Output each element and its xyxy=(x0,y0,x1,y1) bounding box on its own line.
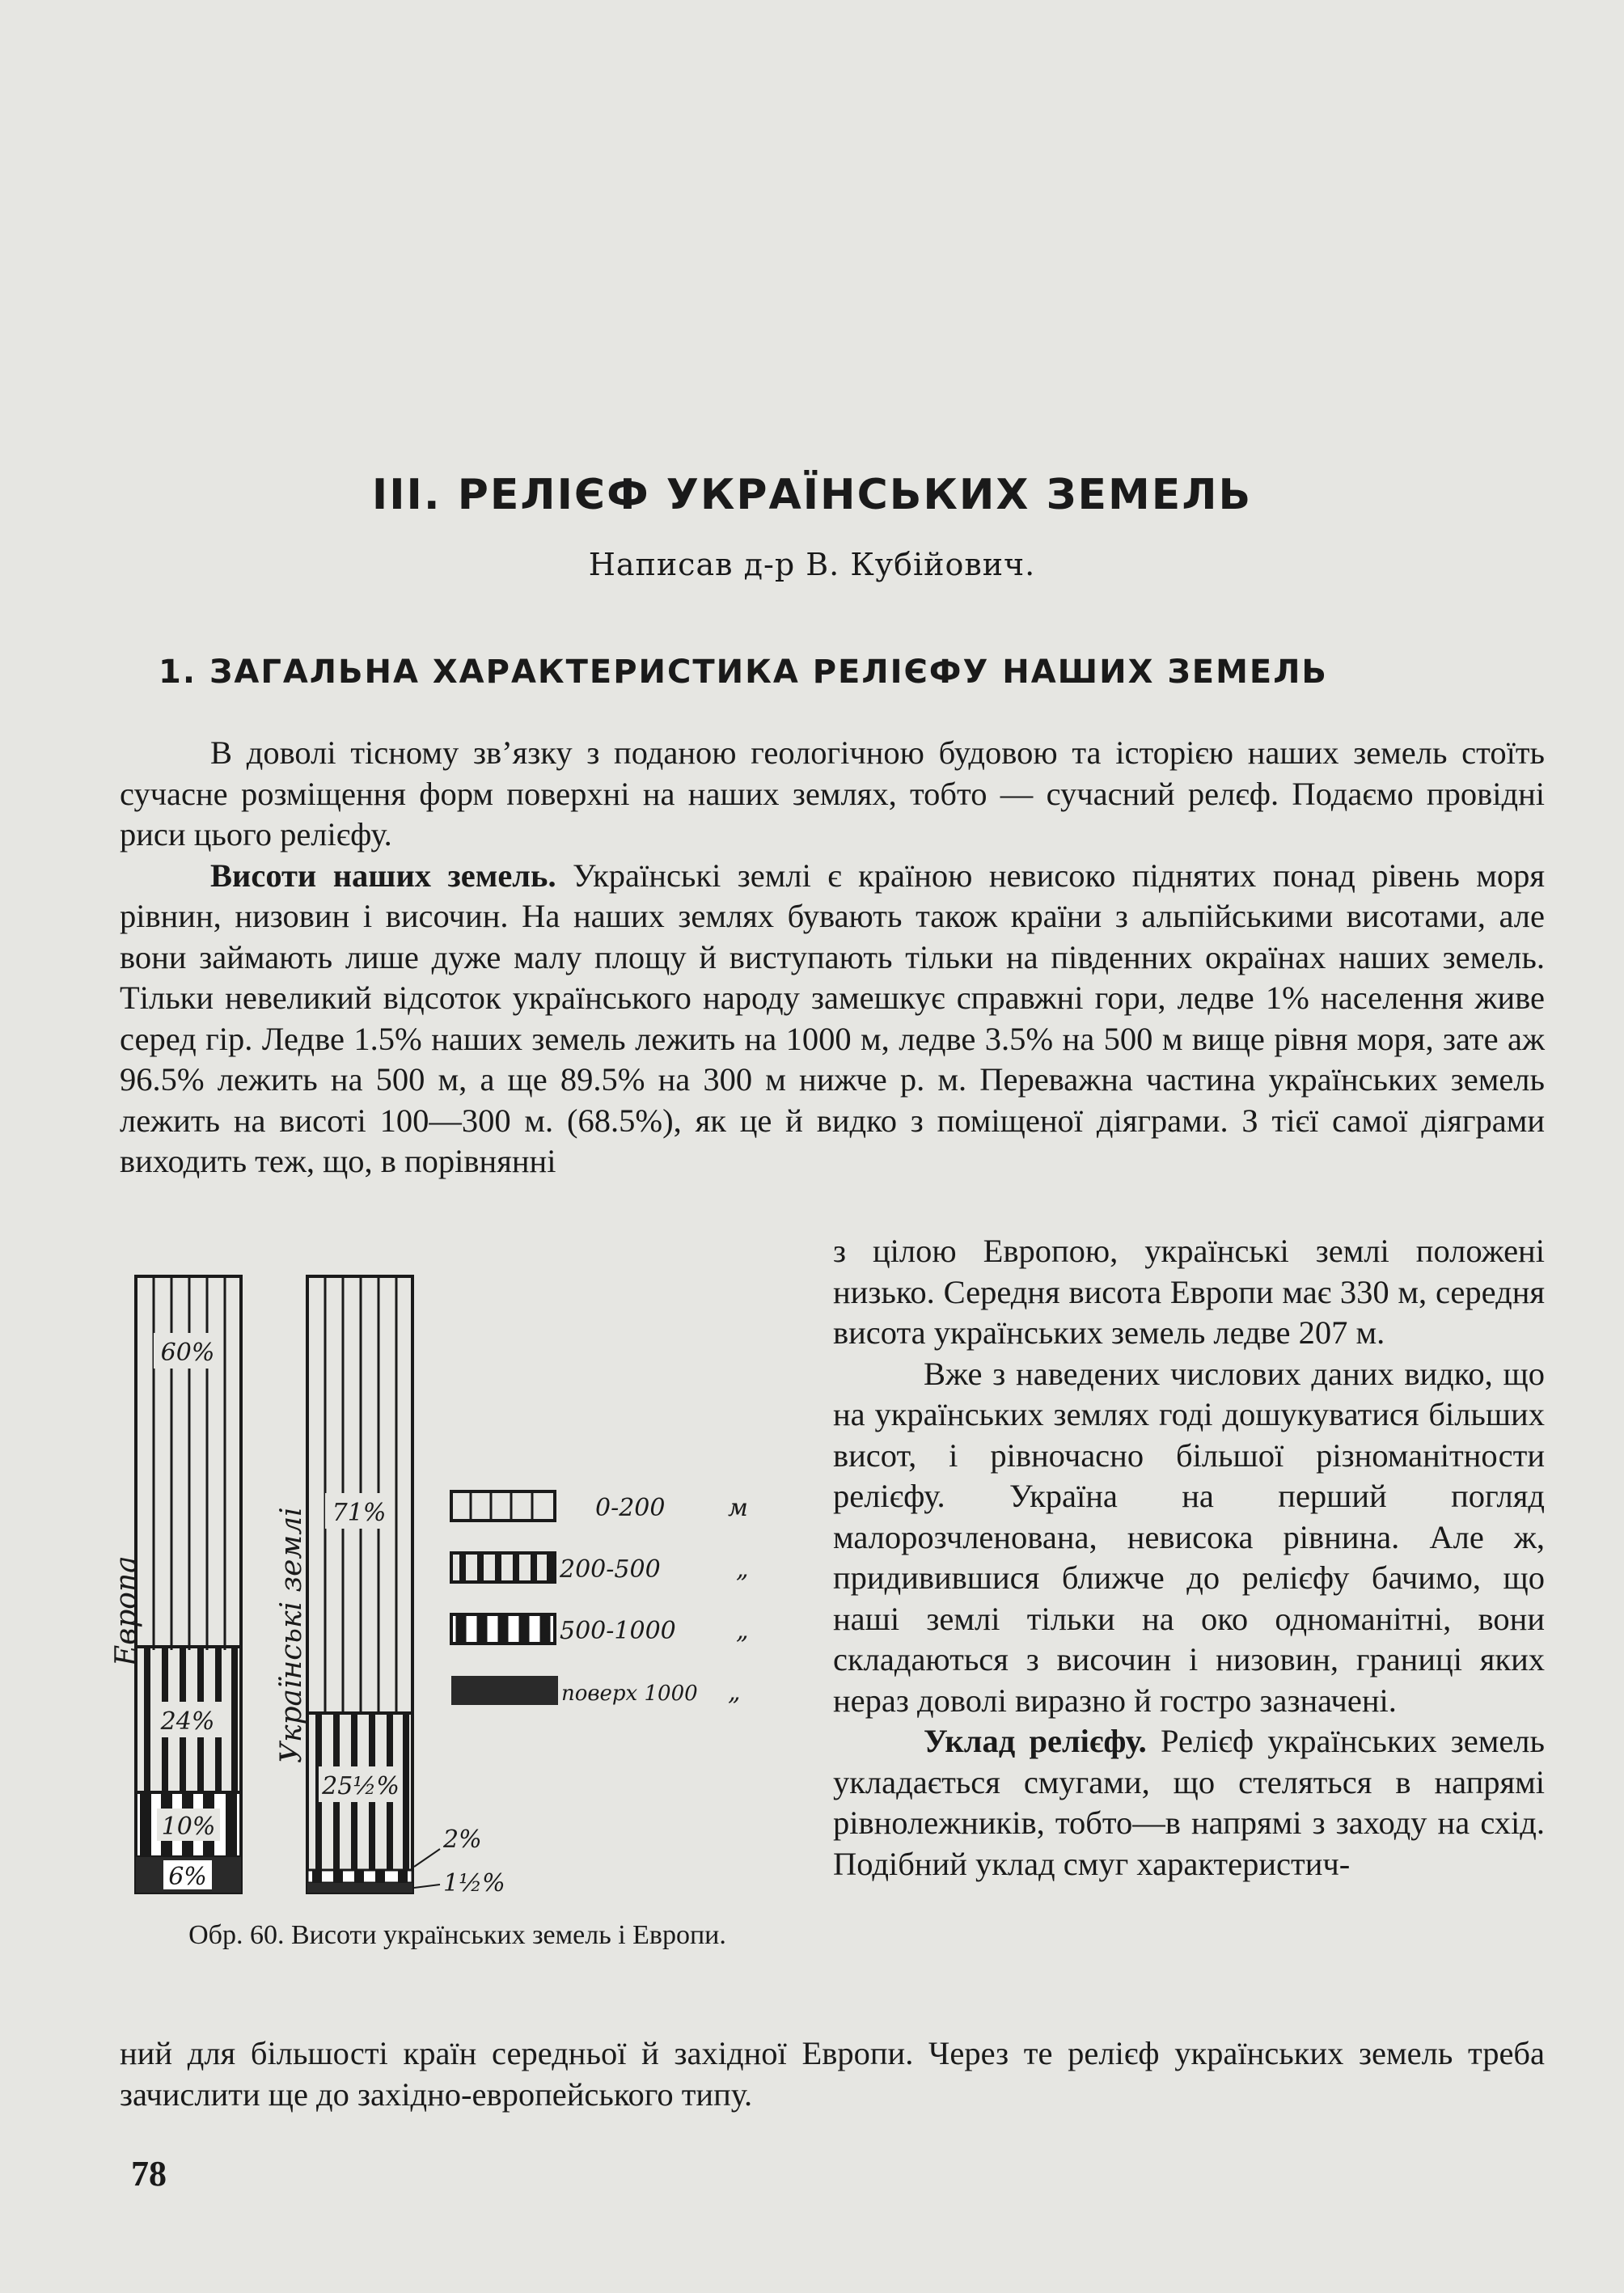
text-block-top xyxy=(120,733,1545,1182)
height-diagram-figure xyxy=(113,1262,825,1901)
paragraph-heights-heading: Висоти наших земель. xyxy=(210,857,556,894)
paragraph-heights-continued: з цілою Европою, українські землі положені низько. Середня висота Европи має 330 м, середня висота українських земель ледве 207 м. xyxy=(833,1233,1545,1351)
svg-text:0-200: 0-200 xyxy=(595,1494,666,1522)
svg-text:200-500: 200-500 xyxy=(560,1555,661,1584)
page-number: 78 xyxy=(131,2154,167,2194)
ukraine-pct-1-5: 1½% xyxy=(443,1869,505,1897)
europe-pct-10: 10% xyxy=(161,1813,216,1841)
paragraph-layout-heading: Уклад релієфу. xyxy=(924,1723,1147,1759)
paragraph-variety: Вже з наведених числових даних видко, що на українських землях годі дошукуватися більших висот, і рівночасно більшої різноманітности релієфу. Україна на перший погляд малорозчленована, невисока рівнина. Але ж, придивившися ближче до релієфу бачимо, що наші землі тільки на око одноманітні, вони складаються з височин і низовин, границі яких нераз доволі виразно й гостро зазначені. xyxy=(833,1355,1545,1719)
section-title: 1. ЗАГАЛЬНА ХАРАКТЕРИСТИКА РЕЛІЄФУ НАШИХ ЗЕМЕЛЬ xyxy=(159,654,1328,691)
svg-text:„: „ xyxy=(736,1617,749,1645)
ukraine-column-top-band xyxy=(307,1883,412,1893)
diagram-legend xyxy=(451,1491,749,1707)
figure-caption: Обр. 60. Висоти українських земель і Европи. xyxy=(188,1920,726,1950)
europe-pct-24: 24% xyxy=(160,1707,215,1736)
paragraph-layout-text: Релієф українських земель укладається смугами, що стеляться в напрямі рівнолежників, тобто—в напрямі з заходу на схід. Подібний уклад смуг характеристич- xyxy=(833,1723,1545,1882)
ukraine-column xyxy=(307,1276,505,1897)
europe-label: Европа xyxy=(113,1555,143,1666)
ukraine-label: Українські землі xyxy=(275,1507,308,1763)
legend-item-0-200 xyxy=(451,1491,748,1522)
svg-text:м: м xyxy=(728,1494,748,1522)
svg-text:„: „ xyxy=(728,1678,741,1707)
svg-text:„: „ xyxy=(736,1555,749,1584)
paragraph-heights-text: Українські землі є країною невисоко піднятих понад рівень моря рівнин, низовин і височин. На наших землях бувають також країни з альпійськими висотами, але вони займають лише дуже малу площу й виступають тільки на південних окраїнах наших земель. Тільки невеликий відсоток українського народу замешкує справжні гори, ледве 1% населення живе серед гір. Ледве 1.5% наших земель лежить на 1000 м, ледве 3.5% на 500 м вище рівня моря, зате аж 96.5% лежить на 500 м, а ще 89.5% на 300 м нижче р. м. Переважна частина українських земель лежить на висоті 100—300 м. (68.5%), як це й видко з поміщеної діяграми. З тієї самої діяграми виходить теж, що, в порівнянні xyxy=(120,857,1545,1179)
height-diagram xyxy=(113,1262,825,1901)
legend-item-200-500 xyxy=(451,1553,749,1584)
paragraph-heights xyxy=(120,856,1545,1182)
paragraph-layout-continued: ний для більшості країн середньої й західної Европи. Через те релієф українських земель треба зачислити ще до західно-европейського типу. xyxy=(120,2035,1545,2113)
paragraph-intro: В доволі тісному зв’язку з поданою геологічною будовою та історією наших земель стоїть сучасне розміщення форм поверхні на наших землях, тобто — сучасний релєф. Подаємо провідні риси цього релієфу. xyxy=(120,734,1545,852)
legend-item-over-1000 xyxy=(451,1676,741,1707)
paragraph-layout xyxy=(833,1721,1545,1885)
ukraine-pct-2: 2% xyxy=(443,1826,482,1854)
legend-item-500-1000 xyxy=(451,1614,749,1645)
text-block-bottom xyxy=(120,2033,1545,2115)
author-line: Написав д-р В. Кубійович. xyxy=(588,547,1036,582)
ukraine-pct-25-5: 25½% xyxy=(322,1772,400,1800)
chapter-title: III. РЕЛІЄФ УКРАЇНСЬКИХ ЗЕМЕЛЬ xyxy=(371,471,1253,519)
text-block-right xyxy=(833,1231,1545,1885)
ukraine-pct-71: 71% xyxy=(332,1499,387,1527)
europe-column xyxy=(136,1276,241,1893)
svg-text:поверх 1000: поверх 1000 xyxy=(561,1682,698,1706)
europe-pct-60: 60% xyxy=(160,1339,215,1367)
svg-text:500-1000: 500-1000 xyxy=(560,1617,676,1645)
europe-pct-6: 6% xyxy=(168,1863,207,1891)
